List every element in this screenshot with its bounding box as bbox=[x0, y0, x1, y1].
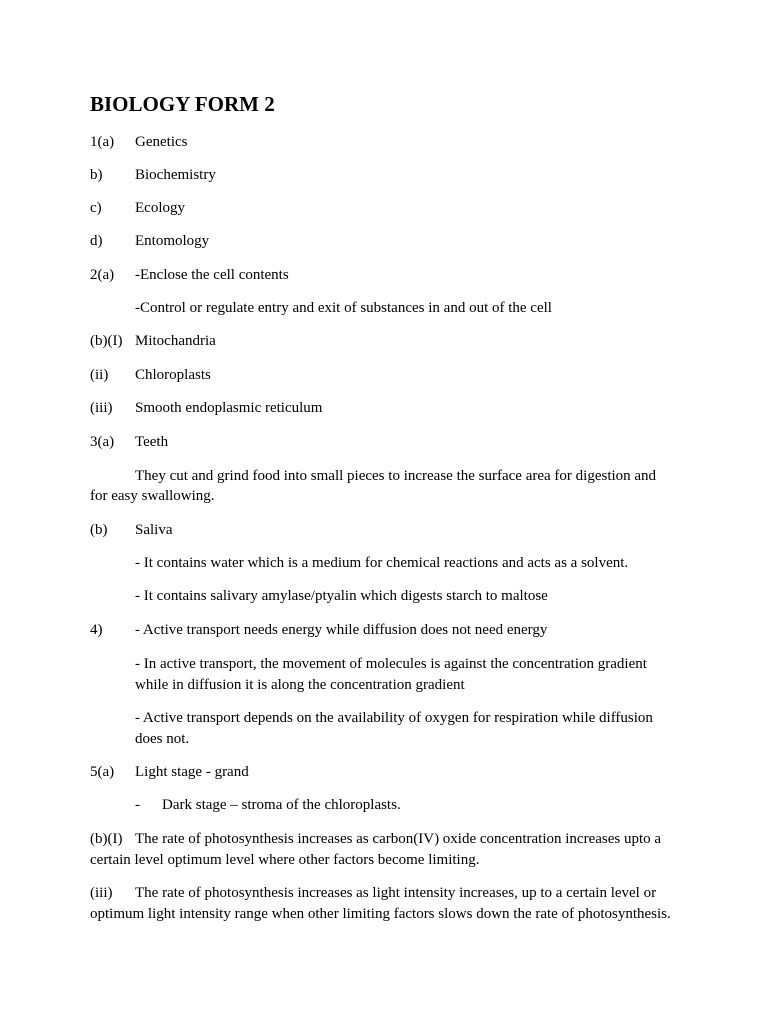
item-text: The rate of photosynthesis increases as light intensity increases, up to a certain level or bbox=[135, 885, 657, 901]
item-text: while in diffusion it is along the concentration gradient bbox=[135, 677, 465, 693]
item-number: d) bbox=[90, 233, 103, 249]
item-text: Teeth bbox=[135, 434, 169, 450]
item-number: 2(a) bbox=[90, 267, 115, 283]
item-number: 3(a) bbox=[90, 434, 115, 450]
item-number: 5(a) bbox=[90, 764, 115, 780]
item-number: (b) bbox=[90, 522, 108, 538]
item-text: optimum light intensity range when other limiting factors slows down the rate of photosynthesis. bbox=[90, 906, 671, 922]
item-text: Smooth endoplasmic reticulum bbox=[135, 400, 323, 416]
item-text: does not. bbox=[135, 731, 190, 747]
item-text: - Active transport needs energy while diffusion does not need energy bbox=[135, 622, 548, 638]
item-text: Biochemistry bbox=[135, 167, 216, 183]
item-number: c) bbox=[90, 200, 102, 216]
item-text: Mitochandria bbox=[135, 333, 216, 349]
item-text: Chloroplasts bbox=[135, 367, 211, 383]
item-number: b) bbox=[90, 167, 103, 183]
item-text: - It contains salivary amylase/ptyalin which digests starch to maltose bbox=[135, 588, 548, 604]
bullet-dash: - bbox=[135, 797, 140, 813]
paragraph-text: for easy swallowing. bbox=[90, 488, 215, 504]
item-text: Dark stage – stroma of the chloroplasts. bbox=[162, 797, 401, 813]
item-number: (b)(I) bbox=[90, 831, 123, 847]
item-number: (ii) bbox=[90, 367, 109, 383]
item-number: (iii) bbox=[90, 885, 113, 901]
item-number: (iii) bbox=[90, 400, 113, 416]
item-number: 4) bbox=[90, 622, 103, 638]
item-text: Saliva bbox=[135, 522, 173, 538]
item-text: -Control or regulate entry and exit of substances in and out of the cell bbox=[135, 300, 552, 316]
item-text: - Active transport depends on the availability of oxygen for respiration while diffusion bbox=[135, 710, 653, 726]
item-text: Genetics bbox=[135, 134, 188, 150]
item-number: (b)(I) bbox=[90, 333, 123, 349]
item-text: Entomology bbox=[135, 233, 210, 249]
page-title: BIOLOGY FORM 2 bbox=[90, 92, 275, 116]
item-text: - In active transport, the movement of molecules is against the concentration gradient bbox=[135, 656, 647, 672]
paragraph-text: They cut and grind food into small pieces to increase the surface area for digestion and bbox=[135, 468, 657, 484]
item-number: 1(a) bbox=[90, 134, 115, 150]
item-text: -Enclose the cell contents bbox=[135, 267, 289, 283]
item-text: - It contains water which is a medium for chemical reactions and acts as a solvent. bbox=[135, 555, 629, 571]
item-text: The rate of photosynthesis increases as carbon(IV) oxide concentration increases upto a bbox=[135, 831, 662, 847]
item-text: certain level optimum level where other factors become limiting. bbox=[90, 852, 480, 868]
item-text: Light stage - grand bbox=[135, 764, 249, 780]
item-text: Ecology bbox=[135, 200, 185, 216]
